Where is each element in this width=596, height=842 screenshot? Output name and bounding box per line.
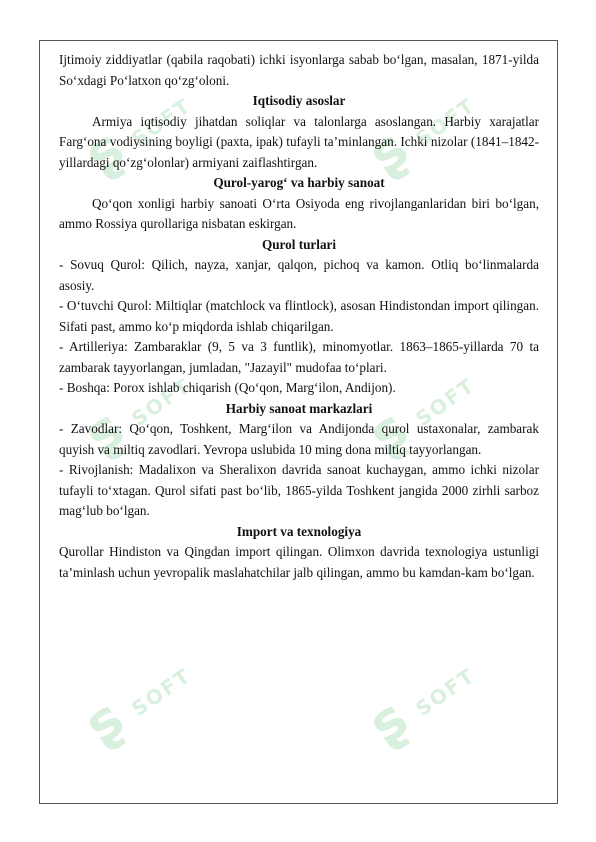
- paragraph-economy: Armiya iqtisodiy jihatdan soliqlar va talonlarga asoslangan. Harbiy xarajatlar Farg‘ona vodiysining boyligi (paxta, ipak) tufayli ta’minlangan. Ichki nizolar (1841–1842-yillardagi qo‘zg‘olonlar) armiyani zaiflashtirgan.: [59, 113, 539, 170]
- section-heading-industry-centers: Harbiy sanoat markazlari: [225, 400, 373, 416]
- paragraph-import: Qurollar Hindiston va Qingdan import qilingan. Olimxon davrida texnologiya ustunligi ta’minlash uchun yevropalik maslahatchilar jalb qilingan, ammo bu kamdan-kam bo‘lgan.: [59, 544, 539, 580]
- watermark-logo-icon: ʂ: [356, 396, 420, 467]
- list-item-cold-weapons: - Sovuq Qurol: Qilich, nayza, xanjar, qalqon, pichoq va kamon. Otliq bo‘linmalarda asosiy.: [59, 257, 539, 293]
- list-item-development: - Rivojlanish: Madalixon va Sheralixon davrida sanoat kuchaygan, ammo ichki nizolar tufayli to‘xtagan. Qurol sifati past bo‘lib, 1865-yilda Toshkent jangida 2000 zirhli sarboz mag‘lub bo‘lgan.: [59, 462, 539, 518]
- list-item-factories: - Zavodlar: Qo‘qon, Toshkent, Marg‘ilon va Andijonda qurol ustaxonalar, zambarak quyish va miltiq zavodlari. Yevropa uslubida 10 ming dona miltiq tayyorlangan.: [59, 421, 539, 457]
- section-heading-weapon-types: Qurol turlari: [261, 236, 337, 252]
- watermark-logo-icon: ʂ: [72, 686, 136, 757]
- watermark-text: SOFT: [127, 373, 196, 431]
- watermark-text: SOFT: [411, 663, 480, 721]
- watermark-logo-icon: ʂ: [72, 116, 136, 187]
- section-heading-economy: Iqtisodiy asoslar: [252, 93, 346, 108]
- watermark-text: SOFT: [411, 93, 480, 151]
- watermark-logo-icon: ʂ: [356, 686, 420, 757]
- list-item-other: - Boshqa: Porox ishlab chiqarish (Qo‘qon, Marg‘ilon, Andijon).: [59, 380, 396, 395]
- watermark-logo-icon: ʂ: [356, 116, 420, 187]
- document-body: [59, 50, 539, 583]
- list-item-firearms: - O‘tuvchi Qurol: Miltiqlar (matchlock va flintlock), asosan Hindistondan import qilingan. Sifati past, ammo ko‘p miqdorda ishlab chiqarilgan.: [59, 298, 539, 334]
- watermark-text: SOFT: [127, 663, 196, 721]
- watermark-logo-icon: ʂ: [72, 396, 136, 467]
- watermark-text: SOFT: [411, 373, 480, 431]
- section-heading-import: Import va texnologiya: [236, 523, 362, 539]
- watermark-text: SOFT: [127, 93, 196, 151]
- section-heading-weapons-industry: Qurol-yarog‘ va harbiy sanoat: [213, 175, 385, 190]
- list-item-artillery: - Artilleriya: Zambaraklar (9, 5 va 3 funtlik), minomyotlar. 1863–1865-yillarda 70 ta zambarak tayyorlangan, jumladan, "Jazayil" mudofaa to‘plari.: [59, 339, 539, 375]
- paragraph-weapons-industry: Qo‘qon xonligi harbiy sanoati O‘rta Osiyoda eng rivojlanganlaridan biri bo‘lgan, ammo Rossiya qurollariga nisbatan eskirgan.: [59, 195, 539, 231]
- paragraph-intro: Ijtimoiy ziddiyatlar (qabila raqobati) ichki isyonlarga sabab bo‘lgan, masalan, 1871-yilda So‘xdagi Po‘latxon qo‘zg‘oloni.: [59, 52, 539, 88]
